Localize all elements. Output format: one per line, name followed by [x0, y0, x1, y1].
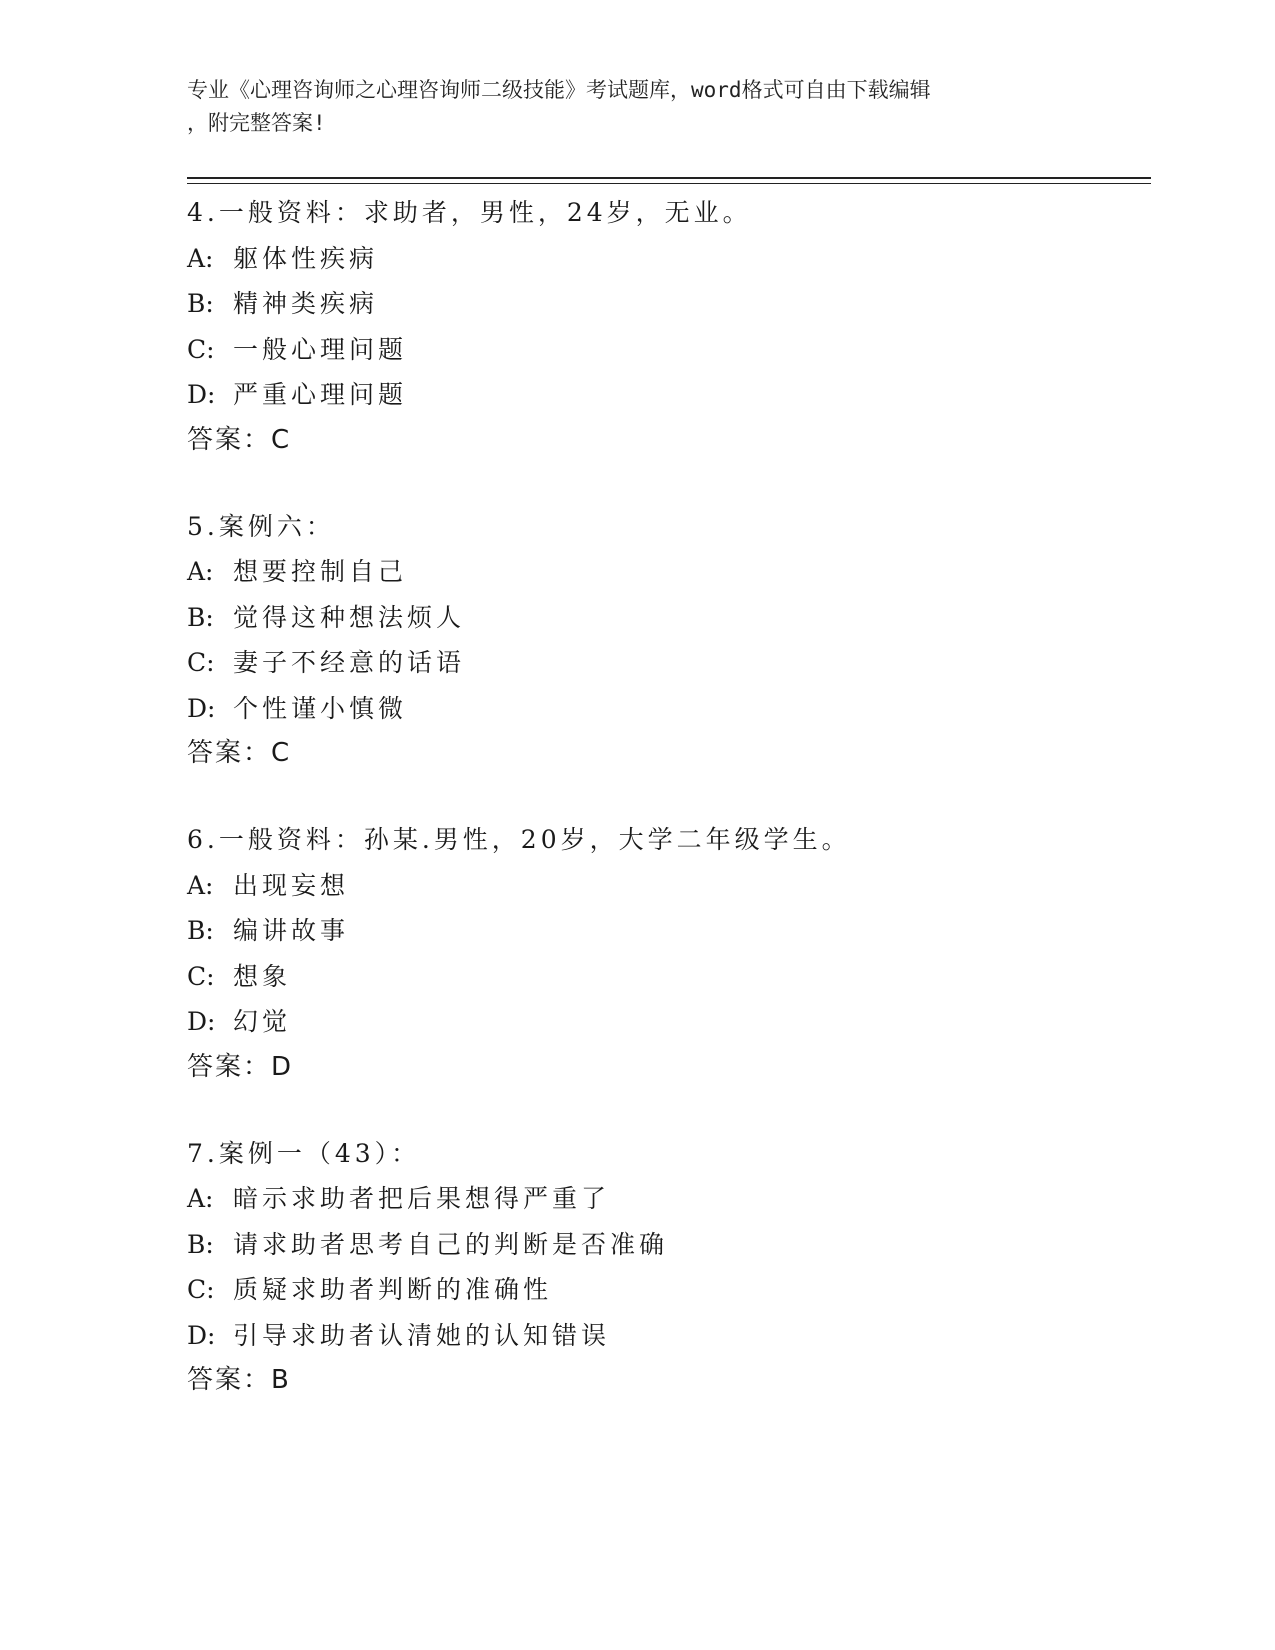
option-letter: C:	[187, 648, 215, 677]
question-list	[187, 190, 1147, 1444]
option-letter: C:	[187, 961, 215, 991]
option-letter: A:	[187, 870, 214, 900]
option-letter: A:	[187, 1184, 214, 1213]
option-a	[187, 863, 1147, 909]
option-c	[187, 327, 1147, 373]
option-letter: D:	[187, 1007, 216, 1036]
option-text: 一般心理问题	[233, 334, 408, 364]
option-text: 暗示求助者把后果想得严重了	[233, 1184, 611, 1213]
option-text: 引导求助者认清她的认知错误	[233, 1320, 611, 1350]
option-c	[187, 954, 1147, 1000]
answer: 答案：D	[187, 1051, 294, 1082]
document-header	[187, 74, 1067, 140]
header-divider-thin	[187, 183, 1151, 184]
question-stem: 4.一般资料：求助者，男性，24岁，无业。	[187, 198, 752, 227]
option-b	[187, 281, 1147, 327]
option-letter: A:	[187, 243, 214, 273]
answer: 答案：C	[187, 424, 292, 455]
option-c	[187, 640, 1147, 686]
question-4	[187, 190, 1147, 462]
option-letter: C:	[187, 1275, 215, 1304]
option-d	[187, 686, 1147, 732]
question-stem: 6.一般资料：孙某.男性，20岁，大学二年级学生。	[187, 825, 851, 854]
question-stem: 5.案例六：	[187, 511, 335, 541]
option-d	[187, 999, 1147, 1045]
option-text: 想要控制自己	[233, 557, 408, 586]
option-a	[187, 549, 1147, 595]
option-text: 编讲故事	[233, 916, 350, 945]
option-text: 觉得这种想法烦人	[233, 602, 466, 632]
option-text: 幻觉	[233, 1007, 292, 1036]
option-text: 请求助者思考自己的判断是否准确	[233, 1229, 669, 1259]
option-b	[187, 1222, 1147, 1268]
option-letter: A:	[187, 557, 214, 586]
option-b	[187, 908, 1147, 954]
option-letter: B:	[187, 1229, 214, 1259]
option-text: 躯体性疾病	[233, 243, 379, 273]
option-text: 质疑求助者判断的准确性	[233, 1275, 553, 1304]
question-stem: 7.案例一（43）：	[187, 1138, 421, 1168]
option-d	[187, 1313, 1147, 1359]
option-c	[187, 1267, 1147, 1313]
option-letter: D:	[187, 693, 216, 723]
question-5	[187, 504, 1147, 776]
option-letter: D:	[187, 380, 216, 409]
option-text: 严重心理问题	[233, 380, 408, 409]
answer: 答案：B	[187, 1365, 291, 1395]
option-text: 精神类疾病	[233, 289, 379, 318]
answer: 答案：C	[187, 738, 292, 768]
option-a	[187, 236, 1147, 282]
option-letter: B:	[187, 602, 214, 632]
option-a	[187, 1176, 1147, 1222]
header-line-1: 专业《心理咨询师之心理咨询师二级技能》考试题库，word格式可自由下载编辑	[187, 78, 931, 102]
header-line-2: ，附完整答案!	[187, 111, 326, 135]
option-letter: B:	[187, 289, 214, 318]
question-7	[187, 1131, 1147, 1403]
option-text: 个性谨小慎微	[233, 693, 408, 723]
option-b	[187, 595, 1147, 641]
option-text: 出现妄想	[233, 870, 350, 900]
question-6	[187, 817, 1147, 1089]
option-text: 想象	[233, 961, 292, 991]
option-text: 妻子不经意的话语	[233, 648, 466, 677]
option-letter: D:	[187, 1320, 216, 1350]
option-letter: B:	[187, 916, 214, 945]
option-d	[187, 372, 1147, 418]
option-letter: C:	[187, 334, 215, 364]
header-divider-thick	[187, 177, 1151, 179]
